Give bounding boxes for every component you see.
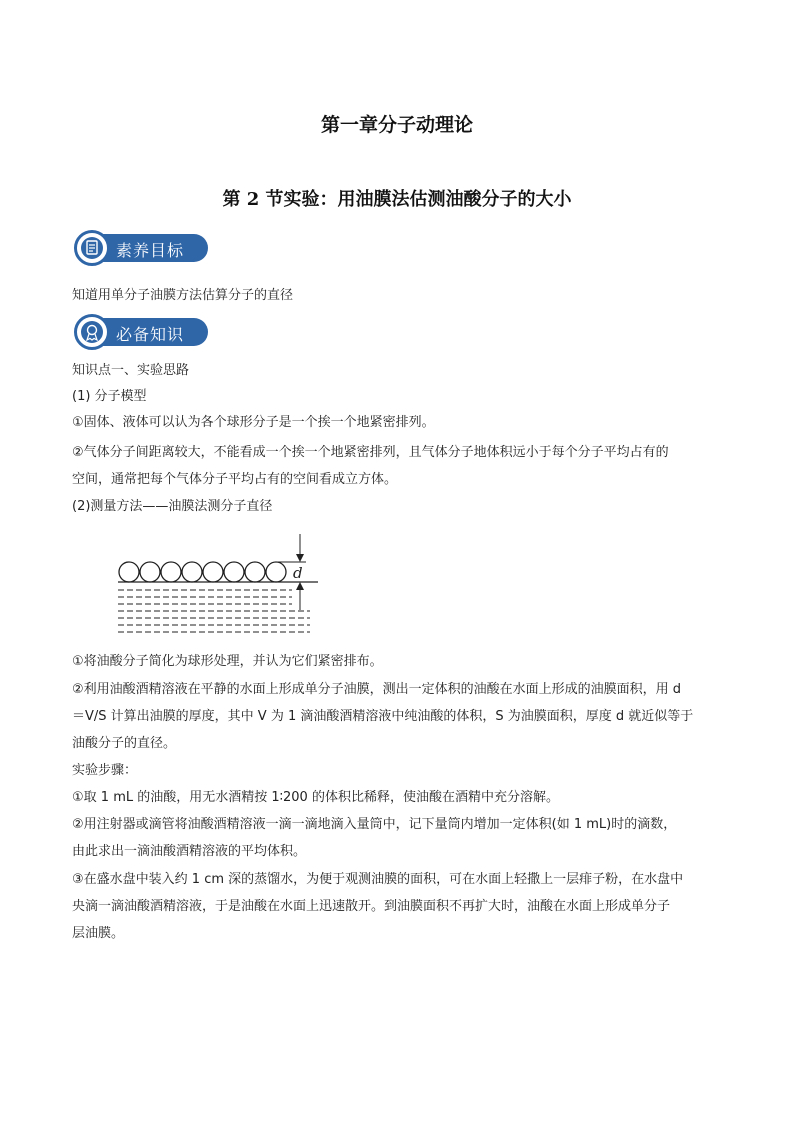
method-heading: (2)测量方法——油膜法测分子直径 bbox=[72, 499, 273, 514]
diameter-label: d bbox=[293, 564, 303, 582]
method-text-1: ①将油酸分子简化为球形处理，并认为它们紧密排布。 bbox=[72, 654, 383, 669]
medal-icon bbox=[74, 314, 110, 350]
step-3c: 层油膜。 bbox=[72, 926, 125, 941]
goal-badge-label: 素养目标 bbox=[116, 241, 185, 260]
goal-text: 知道用单分子油膜方法估算分子的直径 bbox=[72, 288, 294, 303]
step-3b: 央滴一滴油酸酒精溶液，于是油酸在水面上迅速散开。到油膜面积不再扩大时，油酸在水面上形成单分子 bbox=[72, 899, 671, 914]
method-text-2c: 油酸分子的直径。 bbox=[72, 736, 177, 751]
model-text-2b: 空间，通常把每个气体分子平均占有的空间看成立方体。 bbox=[72, 472, 398, 487]
clipboard-icon bbox=[74, 230, 110, 266]
step-1: ①取 1 mL 的油酸，用无水酒精按 1∶200 的体积比稀释，使油酸在酒精中充分溶解。 bbox=[72, 790, 559, 805]
knowledge-point-heading: 知识点一、实验思路 bbox=[72, 363, 190, 378]
model-text-1: ①固体、液体可以认为各个球形分子是一个挨一个地紧密排列。 bbox=[72, 415, 435, 430]
step-3a: ③在盛水盘中装入约 1 cm 深的蒸馏水，为便于观测油膜的面积，可在水面上轻撒上一层痱子粉，在水盘中 bbox=[72, 872, 684, 887]
section-title: 第 2 节实验：用油膜法估测油酸分子的大小 bbox=[222, 189, 572, 210]
step-2b: 由此求出一滴油酸酒精溶液的平均体积。 bbox=[72, 844, 307, 859]
step-2a: ②用注射器或滴管将油酸酒精溶液一滴一滴地滴入量筒中，记下量筒内增加一定体积(如 1 mL)时的滴数， bbox=[72, 817, 677, 832]
knowledge-badge-label: 必备知识 bbox=[116, 325, 185, 344]
oil-film-diagram bbox=[110, 530, 330, 649]
model-heading: (1) 分子模型 bbox=[72, 389, 147, 404]
goal-badge bbox=[72, 230, 210, 266]
chapter-title: 第一章分子动理论 bbox=[320, 114, 473, 136]
molecule-circles bbox=[119, 562, 286, 582]
knowledge-badge bbox=[72, 314, 210, 350]
method-text-2a: ②利用油酸酒精溶液在平静的水面上形成单分子油膜，测出一定体积的油酸在水面上形成的油膜面积，用 d bbox=[72, 682, 682, 697]
method-text-2b: ＝V/S 计算出油膜的厚度，其中 V 为 1 滴油酸酒精溶液中纯油酸的体积，S 为油膜面积，厚度 d 就近似等于 bbox=[72, 709, 694, 724]
model-text-2a: ②气体分子间距离较大，不能看成一个挨一个地紧密排列，且气体分子地体积远小于每个分子平均占有的 bbox=[72, 445, 669, 460]
steps-heading: 实验步骤： bbox=[72, 763, 138, 778]
